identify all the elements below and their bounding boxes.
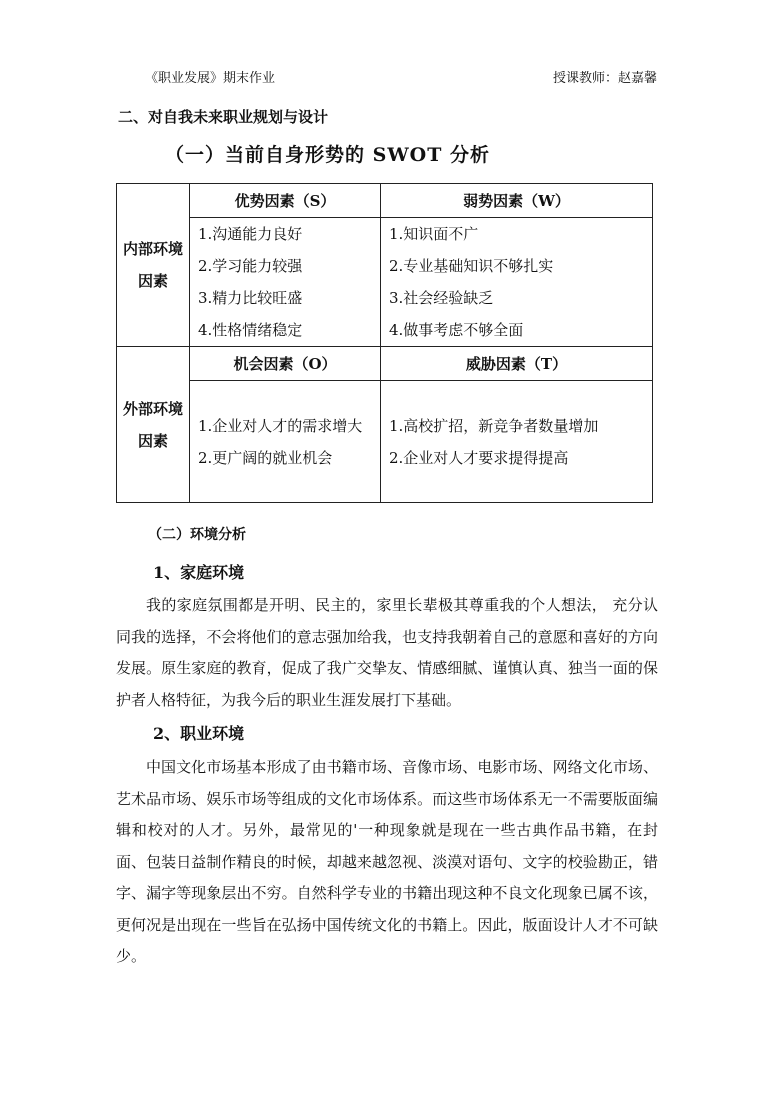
threats-cell <box>381 381 653 503</box>
strengths-header: 优势因素（S） <box>190 184 381 218</box>
threat-item: 1.高校扩招，新竞争者数量增加 <box>389 416 599 435</box>
career-heading: 2、职业环境 <box>153 724 245 743</box>
section-title: 二、对自我未来职业规划与设计 <box>118 108 329 126</box>
family-heading: 1、家庭环境 <box>153 563 245 582</box>
opportunities-header: 机会因素（O） <box>190 347 381 381</box>
weakness-item: 3.社会经验缺乏 <box>389 289 494 307</box>
strength-item: 1.沟通能力良好 <box>198 225 303 243</box>
header-teacher: 授课教师：赵嘉馨 <box>552 71 657 86</box>
strength-item: 3.精力比较旺盛 <box>198 289 303 307</box>
swot-table <box>116 183 653 503</box>
strength-item: 2.学习能力较强 <box>198 257 303 275</box>
opportunity-item: 1.企业对人才的需求增大 <box>198 416 363 435</box>
internal-factors-label: 内部环境 因素 <box>117 184 190 347</box>
weakness-item: 2.专业基础知识不够扎实 <box>389 257 554 275</box>
threats-header: 威胁因素（T） <box>381 347 653 381</box>
threat-item: 2.企业对人才要求提得提高 <box>389 448 569 467</box>
strengths-cell <box>190 218 381 347</box>
opportunity-item: 2.更广阔的就业机会 <box>198 448 333 467</box>
weakness-item: 4.做事考虑不够全面 <box>389 321 524 339</box>
family-paragraph: 我的家庭氛围都是开明、民主的，家里长辈极其尊重我的个人想法， 充分认同我的选择，不会将他们的意志强加给我，也支持我朝着自己的意愿和喜好的方向发展。原生家庭的教育，促成了我广交挚友、情感细腻、谨慎认真、独当一面的保护者人格特征，为我今后的职业生涯发展打下基础。 <box>116 596 658 709</box>
weaknesses-header: 弱势因素（W） <box>381 184 653 218</box>
weakness-item: 1.知识面不广 <box>389 225 479 243</box>
weaknesses-cell <box>381 218 653 347</box>
swot-title: （一）当前自身形势的 SWOT 分析 <box>165 144 490 166</box>
external-factors-label: 外部环境 因素 <box>117 347 190 503</box>
career-paragraph: 中国文化市场基本形成了由书籍市场、音像市场、电影市场、网络文化市场、艺术品市场、娱乐市场等组成的文化市场体系。而这些市场体系无一不需要版面编辑和校对的人才。另外，最常见的'一种现象就是现在一些古典作品书籍，在封面、包装日益制作精良的时候，却越来越忽视、淡漠对语句、文字的校验勘正，错字、漏字等现象层出不穷。自然科学专业的书籍出现这种不良文化现象已属不该，更何况是出现在一些旨在弘扬中国传统文化的书籍上。因此，版面设计人才不可缺少。 <box>116 758 658 965</box>
strength-item: 4.性格情绪稳定 <box>198 321 303 339</box>
environment-analysis-title: （二）环境分析 <box>148 527 246 543</box>
header-course-title: 《职业发展》期末作业 <box>145 71 276 86</box>
opportunities-cell <box>190 381 381 503</box>
